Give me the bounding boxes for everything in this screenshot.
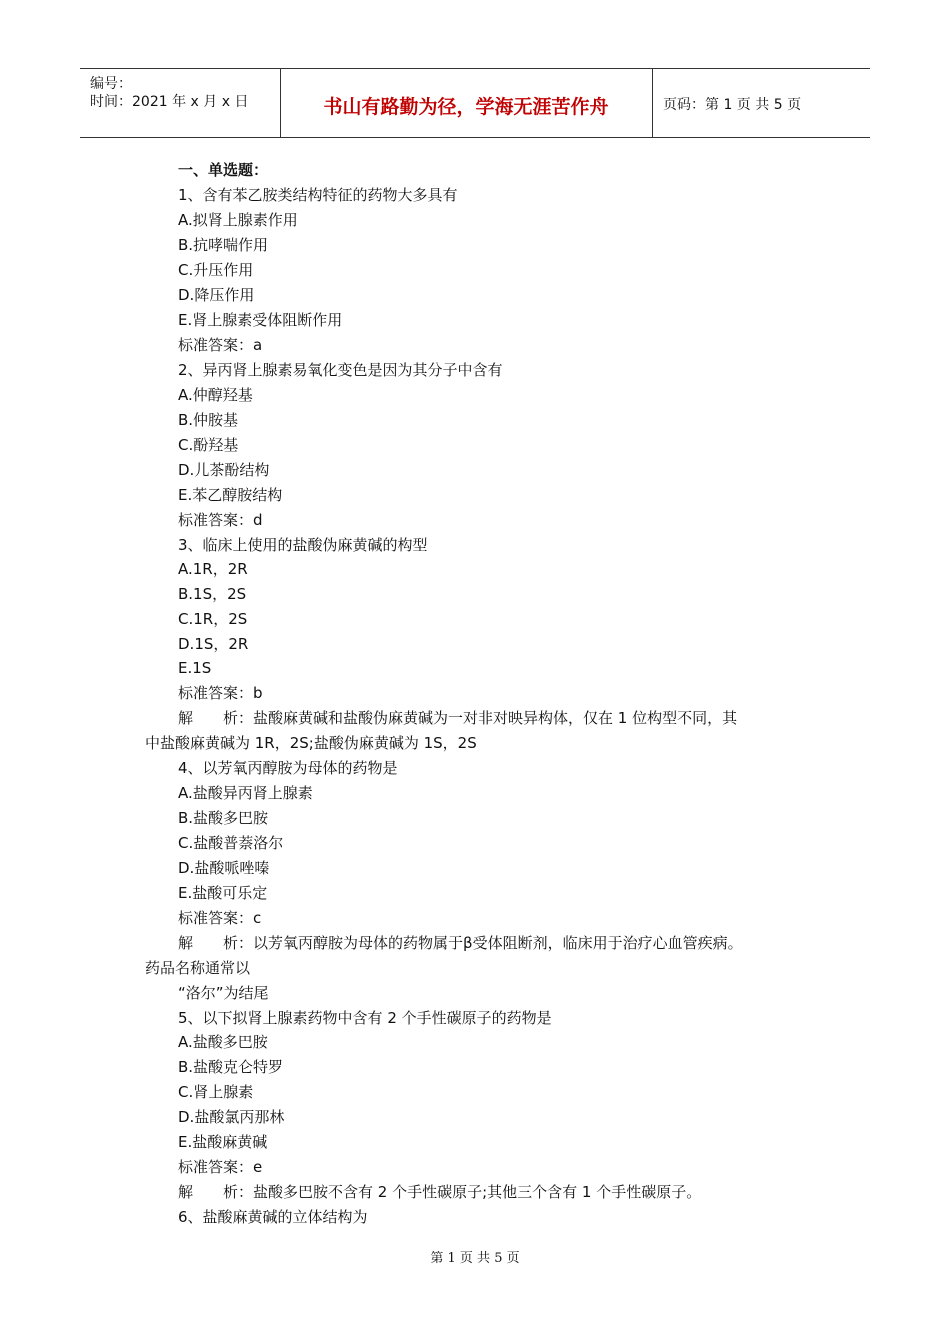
option-line: A.盐酸异丙肾上腺素 <box>178 784 313 802</box>
answer-line: 标准答案：c <box>178 909 262 927</box>
motto: 书山有路勤为径，学海无涯苦作舟 <box>323 96 609 118</box>
option-line: B.仲胺基 <box>178 411 239 429</box>
option-line: A.仲醇羟基 <box>178 386 253 404</box>
option-line: D.儿茶酚结构 <box>178 461 270 479</box>
option-line: C.肾上腺素 <box>178 1083 254 1101</box>
answer-line: 标准答案：b <box>178 684 263 702</box>
question-2: 2、异丙肾上腺素易氧化变色是因为其分子中含有 <box>178 361 503 379</box>
question-1: 1、含有苯乙胺类结构特征的药物大多具有 <box>178 186 458 204</box>
option-line: D.盐酸哌唑嗪 <box>178 859 270 877</box>
page-info: 页码：第 1 页 共 5 页 <box>663 97 802 113</box>
option-line: B.盐酸克仑特罗 <box>178 1058 284 1076</box>
option-line: C.盐酸普萘洛尔 <box>178 834 284 852</box>
answer-line: 标准答案：e <box>178 1158 263 1176</box>
analysis-continuation: “洛尔”为结尾 <box>178 984 269 1002</box>
option-line: A.1R，2R <box>178 560 248 578</box>
option-line: C.升压作用 <box>178 261 254 279</box>
option-line: A.拟肾上腺素作用 <box>178 211 298 229</box>
number-label: 编号： <box>90 76 132 92</box>
option-line: D.降压作用 <box>178 286 255 304</box>
analysis-line: 解 析：盐酸多巴胺不含有 2 个手性碳原子;其他三个含有 1 个手性碳原子。 <box>178 1183 702 1201</box>
question-4: 4、以芳氧丙醇胺为母体的药物是 <box>178 759 398 777</box>
time-label: 时间：2021 年 x 月 x 日 <box>90 94 249 110</box>
answer-line: 标准答案：d <box>178 511 263 529</box>
option-line: E.盐酸可乐定 <box>178 884 268 902</box>
answer-line: 标准答案：a <box>178 336 263 354</box>
option-line: E.1S <box>178 659 212 677</box>
option-line: C.1R，2S <box>178 610 248 628</box>
analysis-continuation: 中盐酸麻黄碱为 1R，2S;盐酸伪麻黄碱为 1S，2S <box>145 734 477 752</box>
option-line: C.酚羟基 <box>178 436 239 454</box>
page-footer: 第 1 页 共 5 页 <box>430 1251 520 1266</box>
question-5: 5、以下拟肾上腺素药物中含有 2 个手性碳原子的药物是 <box>178 1009 552 1027</box>
analysis-line: 解 析：以芳氧丙醇胺为母体的药物属于β受体阻断剂，临床用于治疗心血管疾病。 <box>178 934 743 952</box>
header-motto-cell <box>280 69 653 137</box>
option-line: D.盐酸氯丙那林 <box>178 1108 285 1126</box>
document-header <box>80 68 870 138</box>
question-6: 6、盐酸麻黄碱的立体结构为 <box>178 1208 368 1226</box>
option-line: E.肾上腺素受体阻断作用 <box>178 311 343 329</box>
option-line: D.1S，2R <box>178 635 249 653</box>
option-line: A.盐酸多巴胺 <box>178 1033 268 1051</box>
question-3: 3、临床上使用的盐酸伪麻黄碱的构型 <box>178 536 428 554</box>
analysis-line: 解 析：盐酸麻黄碱和盐酸伪麻黄碱为一对非对映异构体，仅在 1 位构型不同，其 <box>178 709 738 727</box>
analysis-continuation: 药品名称通常以 <box>145 959 251 977</box>
header-meta-cell <box>80 69 281 137</box>
option-line: B.1S，2S <box>178 585 247 603</box>
section-title: 一、单选题： <box>178 161 269 179</box>
option-line: E.盐酸麻黄碱 <box>178 1133 268 1151</box>
option-line: E.苯乙醇胺结构 <box>178 486 283 504</box>
option-line: B.抗哮喘作用 <box>178 236 269 254</box>
option-line: B.盐酸多巴胺 <box>178 809 269 827</box>
header-page-cell <box>653 69 870 137</box>
